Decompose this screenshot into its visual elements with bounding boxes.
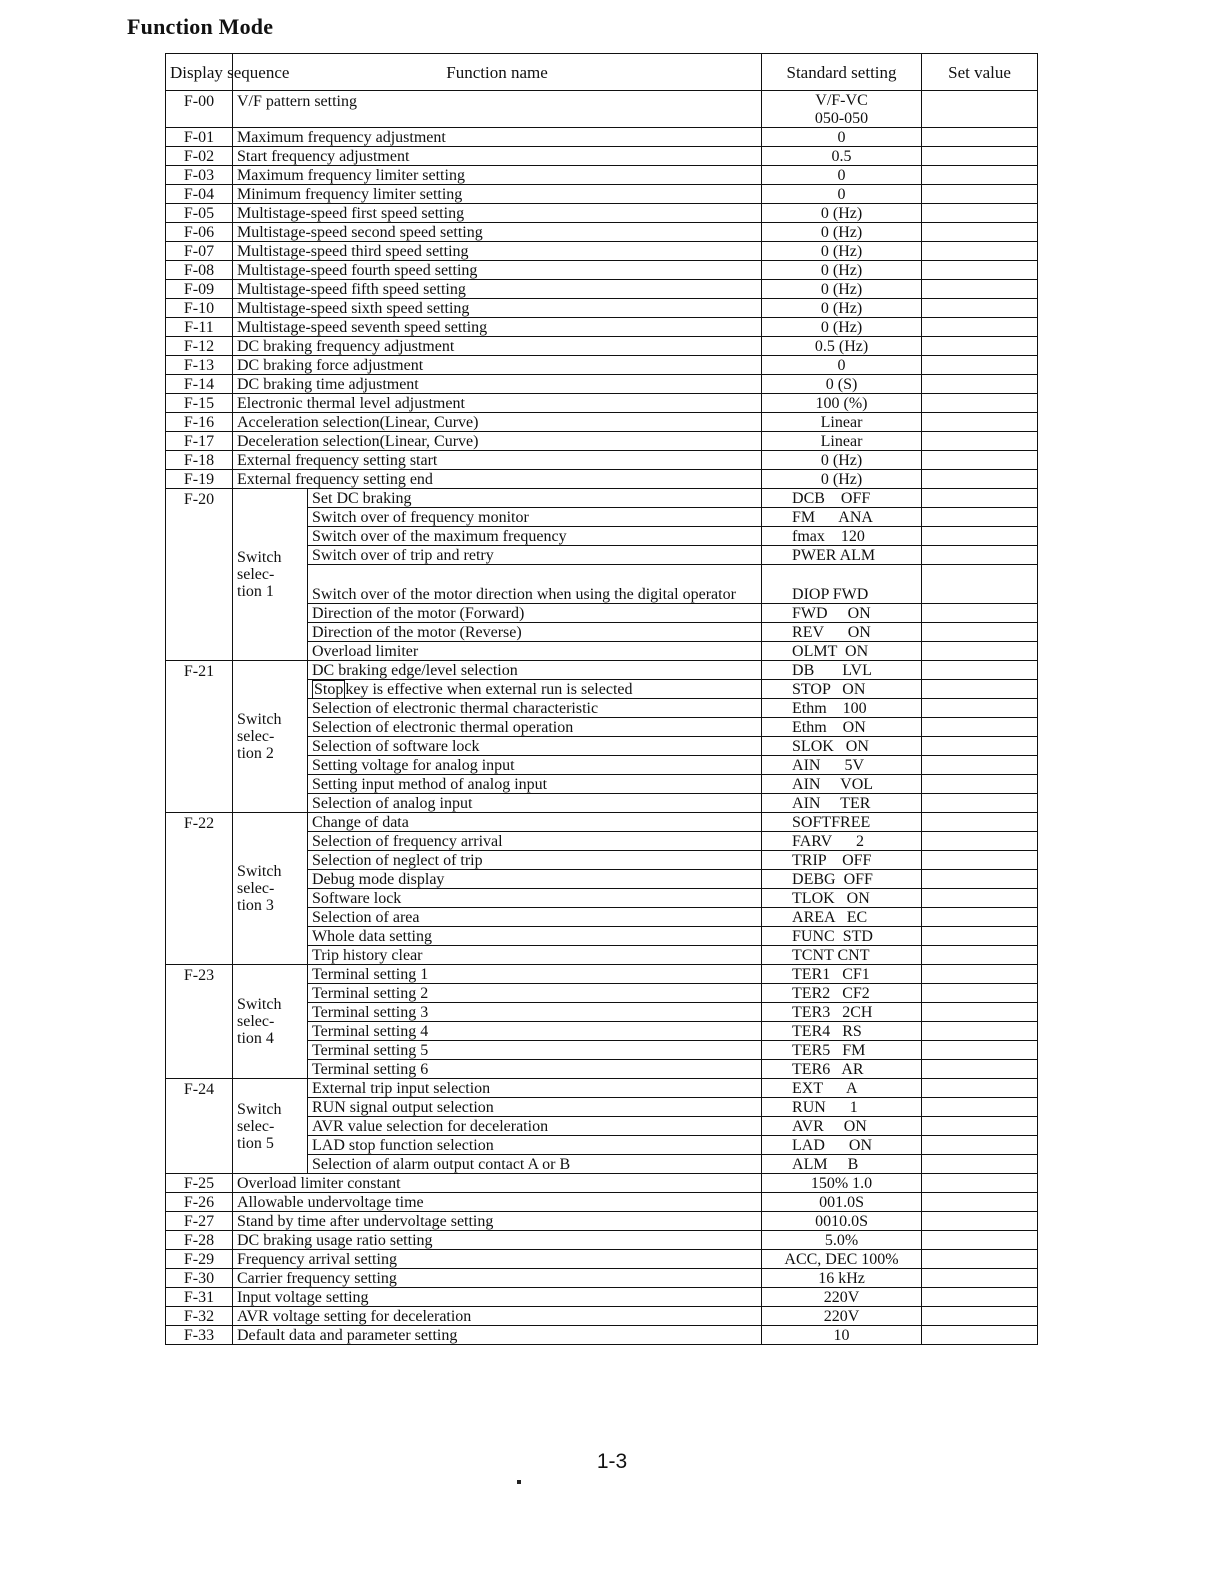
row-set-value[interactable] (922, 204, 1038, 223)
row-code: F-06 (166, 223, 233, 242)
group-item-name: Whole data setting (308, 927, 762, 946)
row-code: F-07 (166, 242, 233, 261)
group-item-standard-setting: TER5 FM (762, 1041, 922, 1060)
row-code: F-12 (166, 337, 233, 356)
table-row (166, 451, 1038, 470)
row-code: F-14 (166, 375, 233, 394)
group-item-name: DC braking edge/level selection (308, 661, 762, 680)
table-row (166, 299, 1038, 318)
table-row (166, 128, 1038, 147)
row-code: F-27 (166, 1212, 233, 1231)
group-item-name: RUN signal output selection (308, 1098, 762, 1117)
table-row (166, 1288, 1038, 1307)
group-item-standard-setting: Ethm 100 (762, 699, 922, 718)
row-code: F-13 (166, 356, 233, 375)
group-item-standard-setting: AVR ON (762, 1117, 922, 1136)
group-item-standard-setting: TER4 RS (762, 1022, 922, 1041)
group-item-standard-setting: TCNT CNT (762, 946, 922, 965)
group-item-standard-setting: DEBG OFF (762, 870, 922, 889)
group-item-set-value[interactable] (922, 851, 1038, 870)
table-row (166, 1231, 1038, 1250)
row-code: F-08 (166, 261, 233, 280)
row-code: F-01 (166, 128, 233, 147)
group-item-name: Selection of electronic thermal characteristic (308, 699, 762, 718)
row-set-value[interactable] (922, 242, 1038, 261)
group-item-name: Setting voltage for analog input (308, 756, 762, 775)
table-row (166, 185, 1038, 204)
group-item-set-value[interactable] (922, 1041, 1038, 1060)
row-code: F-29 (166, 1250, 233, 1269)
group-code: F-22 (166, 813, 233, 965)
table-row (166, 470, 1038, 489)
table-row (166, 1174, 1038, 1193)
group-item-standard-setting: DIOP FWD (762, 565, 922, 604)
group-item-set-value[interactable] (922, 661, 1038, 680)
group-item-name: Switch over of the motor direction when using the digital operator (308, 565, 762, 604)
row-set-value[interactable] (922, 1193, 1038, 1212)
table-row (166, 432, 1038, 451)
row-standard-setting: Linear (762, 413, 922, 432)
group-item-standard-setting: AIN VOL (762, 775, 922, 794)
table-row (166, 1212, 1038, 1231)
row-set-value[interactable] (922, 451, 1038, 470)
group-item-standard-setting: REV ON (762, 623, 922, 642)
group-item-name: AVR value selection for deceleration (308, 1117, 762, 1136)
group-item-standard-setting: AIN TER (762, 794, 922, 813)
group-item-name (308, 680, 762, 699)
row-standard-setting: 0 (Hz) (762, 204, 922, 223)
group-code: F-24 (166, 1079, 233, 1174)
row-set-value[interactable] (922, 128, 1038, 147)
group-item-name: Direction of the motor (Reverse) (308, 623, 762, 642)
row-function-name: Multistage-speed second speed setting (233, 223, 762, 242)
row-code: F-25 (166, 1174, 233, 1193)
row-standard-setting: 0 (Hz) (762, 299, 922, 318)
group-item-name: Selection of electronic thermal operation (308, 718, 762, 737)
group-item-set-value[interactable] (922, 546, 1038, 565)
row-standard-setting: 220V (762, 1307, 922, 1326)
row-standard-setting: 0 (Hz) (762, 223, 922, 242)
row-code: F-19 (166, 470, 233, 489)
row-standard-setting: 0 (Hz) (762, 280, 922, 299)
group-item-set-value[interactable] (922, 642, 1038, 661)
row-code: F-00 (166, 91, 233, 128)
group-item-set-value[interactable] (922, 1022, 1038, 1041)
row-standard-setting: 0 (Hz) (762, 261, 922, 280)
table-row (166, 1193, 1038, 1212)
row-set-value[interactable] (922, 1174, 1038, 1193)
header-function-name: Function name (233, 54, 762, 91)
row-function-name: Multistage-speed fifth speed setting (233, 280, 762, 299)
group-item-set-value[interactable] (922, 1155, 1038, 1174)
function-mode-table (165, 53, 1038, 1345)
group-code: F-20 (166, 489, 233, 661)
group-item-standard-setting: FWD ON (762, 604, 922, 623)
row-function-name: Acceleration selection(Linear, Curve) (233, 413, 762, 432)
group-row (166, 661, 1038, 680)
group-item-name: Terminal setting 3 (308, 1003, 762, 1022)
row-standard-setting: 0 (Hz) (762, 318, 922, 337)
row-function-name: Stand by time after undervoltage setting (233, 1212, 762, 1231)
row-standard-setting: 0.5 (Hz) (762, 337, 922, 356)
row-code: F-03 (166, 166, 233, 185)
row-code: F-26 (166, 1193, 233, 1212)
group-item-standard-setting: FUNC STD (762, 927, 922, 946)
group-item-set-value[interactable] (922, 870, 1038, 889)
row-code: F-32 (166, 1307, 233, 1326)
page-title: Function Mode (127, 14, 274, 39)
row-standard-setting: 0 (Hz) (762, 242, 922, 261)
group-item-name: Selection of neglect of trip (308, 851, 762, 870)
row-set-value[interactable] (922, 1212, 1038, 1231)
group-item-set-value[interactable] (922, 775, 1038, 794)
table-row (166, 280, 1038, 299)
row-standard-setting: 0 (S) (762, 375, 922, 394)
row-standard-setting: 10 (762, 1326, 922, 1345)
row-set-value[interactable] (922, 1250, 1038, 1269)
row-function-name: Multistage-speed third speed setting (233, 242, 762, 261)
group-item-standard-setting: TER2 CF2 (762, 984, 922, 1003)
row-set-value[interactable] (922, 1307, 1038, 1326)
group-item-name-text: key is effective when external run is selected (345, 681, 633, 698)
row-standard-setting: 0 (762, 356, 922, 375)
row-standard-setting: Linear (762, 432, 922, 451)
row-set-value[interactable] (922, 91, 1038, 128)
row-function-name: Deceleration selection(Linear, Curve) (233, 432, 762, 451)
row-function-name: Multistage-speed fourth speed setting (233, 261, 762, 280)
row-function-name: DC braking usage ratio setting (233, 1231, 762, 1250)
row-set-value[interactable] (922, 1231, 1038, 1250)
row-set-value[interactable] (922, 337, 1038, 356)
row-function-name: Allowable undervoltage time (233, 1193, 762, 1212)
group-item-set-value[interactable] (922, 794, 1038, 813)
row-standard-setting: 0 (762, 166, 922, 185)
table-row (166, 1250, 1038, 1269)
row-function-name: Electronic thermal level adjustment (233, 394, 762, 413)
group-item-standard-setting: SOFTFREE (762, 813, 922, 832)
row-function-name: External frequency setting end (233, 470, 762, 489)
group-item-standard-setting: OLMT ON (762, 642, 922, 661)
header-standard-setting: Standard setting (762, 54, 922, 91)
row-function-name: AVR voltage setting for deceleration (233, 1307, 762, 1326)
group-item-standard-setting: DB LVL (762, 661, 922, 680)
row-function-name: DC braking frequency adjustment (233, 337, 762, 356)
row-set-value[interactable] (922, 356, 1038, 375)
row-code: F-10 (166, 299, 233, 318)
group-item-set-value[interactable] (922, 965, 1038, 984)
group-item-standard-setting: RUN 1 (762, 1098, 922, 1117)
row-set-value[interactable] (922, 185, 1038, 204)
group-item-name: Selection of frequency arrival (308, 832, 762, 851)
row-function-name: Multistage-speed sixth speed setting (233, 299, 762, 318)
group-item-set-value[interactable] (922, 1098, 1038, 1117)
row-code: F-11 (166, 318, 233, 337)
group-row (166, 965, 1038, 984)
group-item-set-value[interactable] (922, 813, 1038, 832)
group-item-set-value[interactable] (922, 623, 1038, 642)
row-set-value[interactable] (922, 261, 1038, 280)
group-item-set-value[interactable] (922, 984, 1038, 1003)
group-item-set-value[interactable] (922, 1117, 1038, 1136)
table-row (166, 1326, 1038, 1345)
row-set-value[interactable] (922, 375, 1038, 394)
row-set-value[interactable] (922, 166, 1038, 185)
row-standard-setting: 0010.0S (762, 1212, 922, 1231)
group-item-standard-setting: TER1 CF1 (762, 965, 922, 984)
group-item-set-value[interactable] (922, 832, 1038, 851)
group-item-standard-setting: FARV 2 (762, 832, 922, 851)
row-function-name: Input voltage setting (233, 1288, 762, 1307)
table-row (166, 1269, 1038, 1288)
group-item-standard-setting: STOP ON (762, 680, 922, 699)
group-item-name: Selection of software lock (308, 737, 762, 756)
group-item-set-value[interactable] (922, 927, 1038, 946)
row-standard-setting: 001.0S (762, 1193, 922, 1212)
row-function-name: DC braking time adjustment (233, 375, 762, 394)
row-function-name: Carrier frequency setting (233, 1269, 762, 1288)
group-item-name: Selection of analog input (308, 794, 762, 813)
group-item-standard-setting: TLOK ON (762, 889, 922, 908)
row-set-value[interactable] (922, 432, 1038, 451)
group-item-set-value[interactable] (922, 1003, 1038, 1022)
group-item-set-value[interactable] (922, 527, 1038, 546)
group-item-set-value[interactable] (922, 718, 1038, 737)
row-standard-setting: 0 (Hz) (762, 451, 922, 470)
table-row (166, 337, 1038, 356)
row-standard-setting-line2: 050-050 (762, 109, 922, 128)
group-item-set-value[interactable] (922, 565, 1038, 604)
table-header-row (166, 54, 1038, 91)
group-item-set-value[interactable] (922, 1079, 1038, 1098)
row-set-value[interactable] (922, 413, 1038, 432)
row-code: F-31 (166, 1288, 233, 1307)
row-standard-setting: 150% 1.0 (762, 1174, 922, 1193)
row-set-value[interactable] (922, 1288, 1038, 1307)
group-item-name: Trip history clear (308, 946, 762, 965)
group-label: Switch selec- tion 5 (233, 1079, 308, 1174)
group-row (166, 1079, 1038, 1098)
group-item-standard-setting: PWER ALM (762, 546, 922, 565)
group-item-standard-setting: AIN 5V (762, 756, 922, 775)
table-row (166, 91, 1038, 110)
group-item-name: Overload limiter (308, 642, 762, 661)
row-standard-setting: V/F-VC (762, 91, 922, 110)
group-item-standard-setting: DCB OFF (762, 489, 922, 508)
row-standard-setting: ACC, DEC 100% (762, 1250, 922, 1269)
row-standard-setting: 220V (762, 1288, 922, 1307)
group-code: F-21 (166, 661, 233, 813)
row-code: F-04 (166, 185, 233, 204)
row-function-name: Overload limiter constant (233, 1174, 762, 1193)
row-set-value[interactable] (922, 223, 1038, 242)
row-standard-setting: 0 (762, 185, 922, 204)
group-item-name: Terminal setting 2 (308, 984, 762, 1003)
group-item-standard-setting: LAD ON (762, 1136, 922, 1155)
group-item-standard-setting: AREA EC (762, 908, 922, 927)
group-item-standard-setting: FM ANA (762, 508, 922, 527)
group-item-name: Terminal setting 4 (308, 1022, 762, 1041)
group-label: Switch selec- tion 3 (233, 813, 308, 965)
group-item-name: Switch over of the maximum frequency (308, 527, 762, 546)
group-item-standard-setting: ALM B (762, 1155, 922, 1174)
group-item-standard-setting: TER6 AR (762, 1060, 922, 1079)
row-code: F-09 (166, 280, 233, 299)
table-row (166, 223, 1038, 242)
row-standard-setting: 0 (762, 128, 922, 147)
table-row (166, 356, 1038, 375)
group-item-set-value[interactable] (922, 1060, 1038, 1079)
group-code: F-23 (166, 965, 233, 1079)
group-item-name: Software lock (308, 889, 762, 908)
group-item-name: LAD stop function selection (308, 1136, 762, 1155)
group-item-name: Change of data (308, 813, 762, 832)
row-function-name: External frequency setting start (233, 451, 762, 470)
row-standard-setting: 16 kHz (762, 1269, 922, 1288)
row-set-value[interactable] (922, 470, 1038, 489)
row-set-value[interactable] (922, 318, 1038, 337)
group-item-set-value[interactable] (922, 680, 1038, 699)
row-set-value[interactable] (922, 280, 1038, 299)
header-display-sequence: Display sequence (166, 54, 233, 91)
row-function-name: Multistage-speed first speed setting (233, 204, 762, 223)
group-item-set-value[interactable] (922, 756, 1038, 775)
group-item-set-value[interactable] (922, 908, 1038, 927)
row-function-name: Frequency arrival setting (233, 1250, 762, 1269)
row-function-name: Default data and parameter setting (233, 1326, 762, 1345)
row-code: F-33 (166, 1326, 233, 1345)
group-item-set-value[interactable] (922, 508, 1038, 527)
row-code: F-05 (166, 204, 233, 223)
group-item-set-value[interactable] (922, 604, 1038, 623)
row-function-name: Maximum frequency adjustment (233, 128, 762, 147)
group-item-name: Terminal setting 1 (308, 965, 762, 984)
group-item-name: Debug mode display (308, 870, 762, 889)
row-set-value[interactable] (922, 1326, 1038, 1345)
row-set-value[interactable] (922, 394, 1038, 413)
table-row (166, 204, 1038, 223)
row-set-value[interactable] (922, 1269, 1038, 1288)
row-code: F-16 (166, 413, 233, 432)
group-item-standard-setting: SLOK ON (762, 737, 922, 756)
group-item-standard-setting: EXT A (762, 1079, 922, 1098)
group-item-standard-setting: TER3 2CH (762, 1003, 922, 1022)
group-item-set-value[interactable] (922, 946, 1038, 965)
header-set-value: Set value (922, 54, 1038, 91)
group-item-name: Terminal setting 5 (308, 1041, 762, 1060)
page-number: 1-3 (596, 1450, 628, 1473)
group-item-set-value[interactable] (922, 889, 1038, 908)
group-item-name: Terminal setting 6 (308, 1060, 762, 1079)
row-function-name: Multistage-speed seventh speed setting (233, 318, 762, 337)
table-row (166, 394, 1038, 413)
group-item-set-value[interactable] (922, 737, 1038, 756)
group-item-set-value[interactable] (922, 699, 1038, 718)
group-item-set-value[interactable] (922, 489, 1038, 508)
row-code: F-02 (166, 147, 233, 166)
table-row (166, 318, 1038, 337)
stop-key-label: Stop (314, 681, 344, 698)
row-standard-setting: 5.0% (762, 1231, 922, 1250)
group-item-standard-setting: fmax 120 (762, 527, 922, 546)
table-row (166, 261, 1038, 280)
row-code: F-15 (166, 394, 233, 413)
group-label: Switch selec- tion 1 (233, 489, 308, 661)
group-item-name: Switch over of frequency monitor (308, 508, 762, 527)
row-code: F-17 (166, 432, 233, 451)
group-label: Switch selec- tion 4 (233, 965, 308, 1079)
table-row (166, 1307, 1038, 1326)
row-function-name: Maximum frequency limiter setting (233, 166, 762, 185)
group-item-name: External trip input selection (308, 1079, 762, 1098)
group-item-name: Setting input method of analog input (308, 775, 762, 794)
group-label: Switch selec- tion 2 (233, 661, 308, 813)
row-code: F-28 (166, 1231, 233, 1250)
group-item-standard-setting: TRIP OFF (762, 851, 922, 870)
table-row (166, 375, 1038, 394)
group-item-name: Direction of the motor (Forward) (308, 604, 762, 623)
group-item-standard-setting: Ethm ON (762, 718, 922, 737)
stray-mark (517, 1480, 521, 1484)
row-function-name: DC braking force adjustment (233, 356, 762, 375)
table-row (166, 413, 1038, 432)
row-function-name: Minimum frequency limiter setting (233, 185, 762, 204)
group-item-set-value[interactable] (922, 1136, 1038, 1155)
group-row (166, 489, 1038, 508)
row-set-value[interactable] (922, 147, 1038, 166)
group-item-name: Set DC braking (308, 489, 762, 508)
row-set-value[interactable] (922, 299, 1038, 318)
row-standard-setting: 0 (Hz) (762, 470, 922, 489)
group-item-name: Selection of area (308, 908, 762, 927)
row-function-name: Start frequency adjustment (233, 147, 762, 166)
row-function-name: V/F pattern setting (233, 91, 762, 128)
table-row (166, 147, 1038, 166)
row-code: F-18 (166, 451, 233, 470)
row-standard-setting: 0.5 (762, 147, 922, 166)
group-row (166, 813, 1038, 832)
row-code: F-30 (166, 1269, 233, 1288)
group-item-name: Switch over of trip and retry (308, 546, 762, 565)
table-row (166, 242, 1038, 261)
group-item-name: Selection of alarm output contact A or B (308, 1155, 762, 1174)
row-standard-setting: 100 (%) (762, 394, 922, 413)
table-row (166, 166, 1038, 185)
